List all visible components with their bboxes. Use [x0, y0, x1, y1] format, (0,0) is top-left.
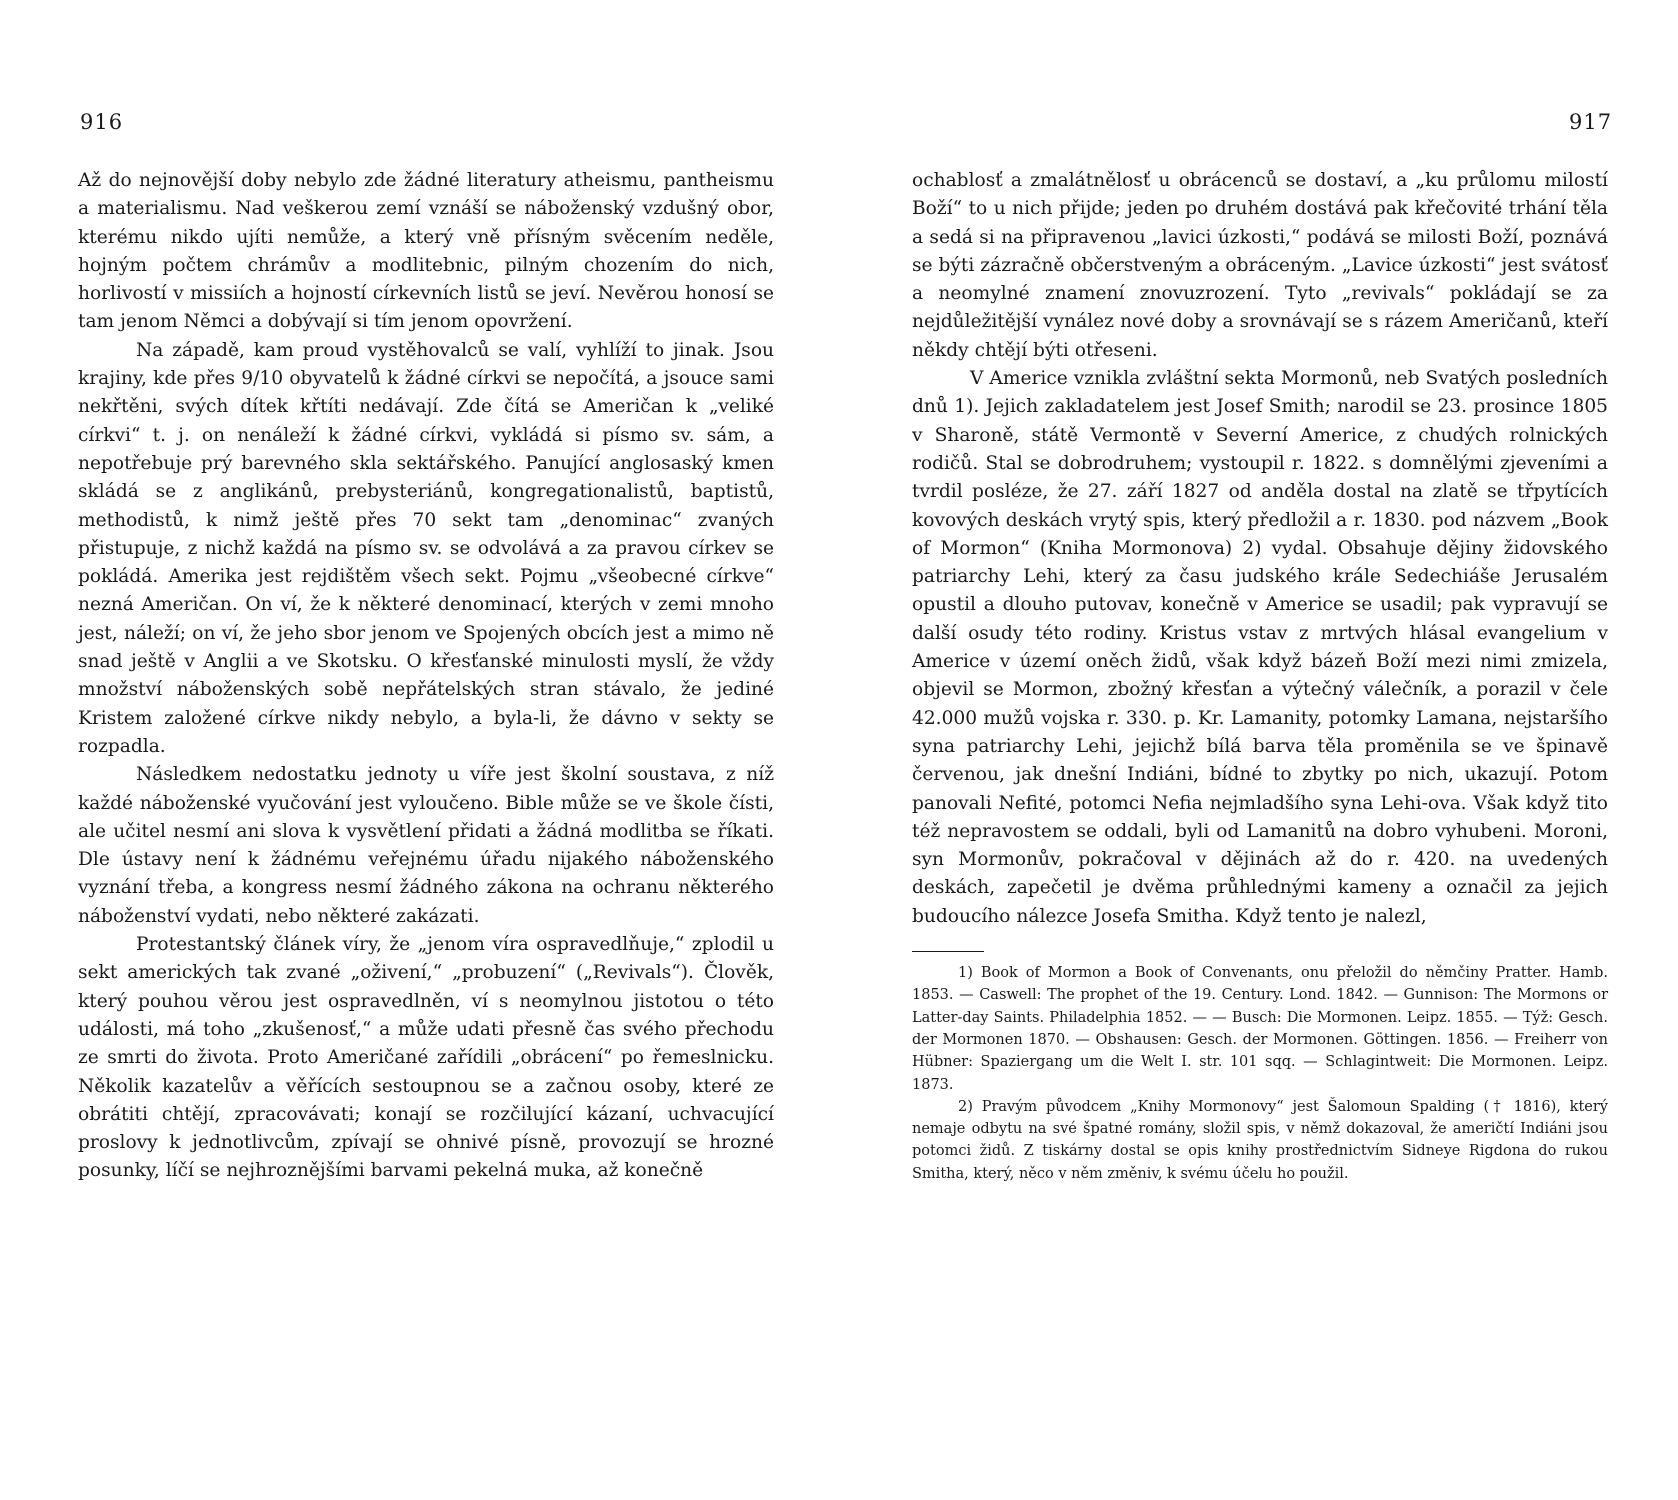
footnote: 2) Pravým původcem „Knihy Mormonovy“ jest Šalomoun Spalding († 1816), který nemaje odbytu na své špatné romány, složil spis, v němž dokazoval, že američtí Indiáni jsou potomci židů. Z tiskárny dostal se opis knihy prostřednictvím Sidneye Rigdona do rukou Smitha, který, něco v něm změniv, k svému účelu ho použil. [912, 1098, 1608, 1182]
page-number-left: 916 [80, 110, 124, 134]
footnote: 1) Book of Mormon a Book of Convenants, onu přeložil do němčiny Pratter. Hamb. 1853. — Caswell: The prophet of the 19. Century. Lond. 1842. — Gunnison: The Mormons or Latter-day Saints. Philadelphia 1852. — — Busch: Die Mormonen. Leipz. 1855. — Týž: Gesch. der Mormonen 1870. — Obshausen: Gesch. der Mormonen. Göttingen. 1856. — Freiherr von Hübner: Spaziergang um die Welt I. str. 101 sqq. — Schlagintweit: Die Mormonen. Leipz. 1873. [912, 965, 1608, 1093]
body-paragraph: Protestantský článek víry, že „jenom víra ospravedlňuje,“ zplodil u sekt amerických tak zvané „oživení,“ „probuzení“ („Revivals“). Člověk, který pouhou věrou jest ospravedlněn, ví s neomylnou jistotou o této události, má toho „zkušenosť,“ a může udati přesně čas svého přechodu ze smrti do života. Proto Američané zařídili „obrácení“ po řemeslnicku. Několik kazatelův a věřících sestoupnou se a začnou osoby, které ze obrátiti chtějí, zpracovávati; konají se rozčilující kázaní, uchvacující proslovy k jednotlivcům, zpívají se ohnivé písně, provozují se hrozné posunky, líčí se nejhroznějšími barvami pekelná muka, až konečně [78, 934, 774, 1182]
body-paragraph: Následkem nedostatku jednoty u víře jest školní soustava, z níž každé náboženské vyučování jest vyloučeno. Bible může se ve škole čísti, ale učitel nesmí ani slova k vysvětlení přidati a žádná modlitba se říkati. Dle ústavy není k žádnému veřejnému úřadu nijakého náboženského vyznání třeba, a kongress nesmí žádného zákona na ochranu některého náboženství vydati, nebo některé zakázati. [78, 764, 774, 927]
body-paragraph: Na západě, kam proud vystěhovalců se valí, vyhlíží to jinak. Jsou krajiny, kde přes 9/10 obyvatelů k žádné církvi se nepočítá, a jsouce sami nekřtěni, svých dítek křtíti nedávají. Zde čítá se Američan k „veliké církvi“ t. j. on nenáleží k žádné církvi, vykládá si písmo sv. sám, a nepotřebuje prý barevného skla sektářského. Panující anglosaský kmen skládá se z anglikánů, prebysteriánů, kongregationalistů, baptistů, methodistů, k nimž ještě přes 70 sekt tam „denominac“ zvaných přistupuje, z nichž každá na písmo sv. se odvolává a za pravou církev se pokládá. Amerika jest rejdištěm všech sekt. Pojmu „všeobecné církve“ nezná Američan. On ví, že k některé denominací, kterých v zemi mnoho jest, náleží; on ví, že jeho sbor jenom ve Spojených obcích jest a mimo ně snad ještě v Anglii a ve Skotsku. O křesťanské minulosti myslí, že vždy množství náboženských sobě nepřátelských stran stávalo, že jediné Kristem založené církve nikdy nebylo, a byla-li, že dávno v sekty se rozpadla. [78, 339, 774, 757]
page-number-right: 917 [1569, 110, 1613, 134]
body-paragraph: Až do nejnovější doby nebylo zde žádné literatury atheismu, pantheismu a materialismu. Nad veškerou zemí vznáší se náboženský vzdušný obor, kterému nikdo ujíti nemůže, a který vně přísným svěcením neděle, hojným počtem chrámův a modlitebnic, pilným chozením do nich, horlivostí v missiích a hojností církevních listů se jeví. Nevěrou honosí se tam jenom Němci a dobývají si tím jenom opovržení. [78, 170, 774, 333]
left-page-column [78, 167, 774, 1186]
body-paragraph: V Americe vznikla zvláštní sekta Mormonů, neb Svatých posledních dnů 1). Jejich zakladatelem jest Josef Smith; narodil se 23. prosince 1805 v Sharoně, státě Vermontě v Severní Americe, z chudých rolnických rodičů. Stal se dobrodruhem; vystoupil r. 1822. s domnělými zjeveními a tvrdil posléze, že 27. září 1827 od anděla dostal na zlatě se třpytících kovových deskách vrytý spis, který předložil a r. 1830. pod názvem „Book of Mormon“ (Kniha Mormonova) 2) vydal. Obsahuje dějiny židovského patriarchy Lehi, který za času judského krále Sedechiáše Jerusalém opustil a dlouho putovav, konečně v Americe se usadil; pak vypravují se další osudy této rodiny. Kristus vstav z mrtvých hlásal evangelium v Americe v území oněch židů, však když bázeň Boží mezi nimi zmizela, objevil se Mormon, zbožný křesťan a výtečný válečník, a porazil v čele 42.000 mužů vojska r. 330. p. Kr. Lamanity, potomky Lamana, nejstaršího syna patriarchy Lehi, jejichž bílá barva těla proměnila se ve špinavě červenou, jak dnešní Indiáni, bídné to zbytky po nich, ukazují. Potom panovali Nefité, potomci Nefia nejmladšího syna Lehi-ova. Však když tito též nepravostem se oddali, byli od Lamanitů na dobro vyhubeni. Moroni, syn Mormonův, pokračoval v dějinách až do r. 420. na uvedených deskách, zapečetil je dvěma průhlednými kameny a označil za jejich budoucího nálezce Josefa Smitha. Když tento je nalezl, [912, 368, 1608, 927]
right-page-column [912, 167, 1608, 1185]
footnote-divider [912, 951, 984, 952]
body-paragraph: ochablosť a zmalátnělosť u obrácenců se dostaví, a „ku průlomu milostí Boží“ to u nich přijde; jeden po druhém dostává pak křečovité trhání těla a sedá si na připravenou „lavici úzkosti,“ podává se milosti Boží, poznává se býti zázračně občerstveným a obráceným. „Lavice úzkosti“ jest svátosť a neomylné znamení znovuzrození. Tyto „revivals“ pokládají se za nejdůležitější vynález nové doby a srovnávají se s rázem Američanů, kteří někdy chtějí býti otřeseni. [912, 170, 1608, 361]
footnotes [912, 962, 1608, 1185]
